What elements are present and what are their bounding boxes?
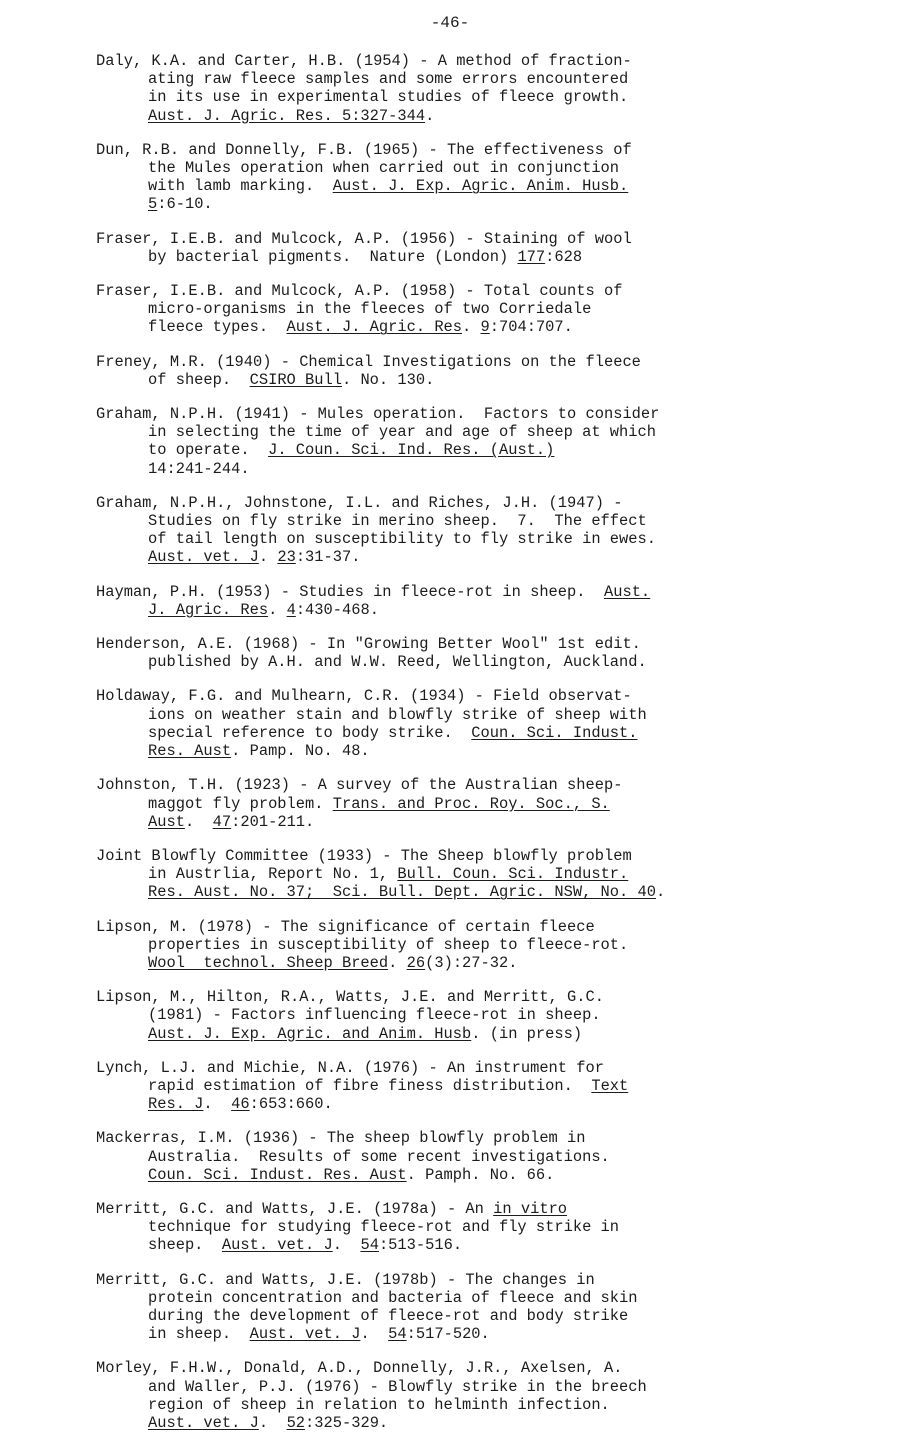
reference-line xyxy=(96,1166,796,1184)
reference-line xyxy=(96,776,796,794)
reference-text: with lamb marking. xyxy=(148,177,333,196)
underlined-citation: in vitro xyxy=(493,1199,568,1218)
reference-line xyxy=(96,706,796,724)
reference-entry xyxy=(96,1059,796,1114)
reference-line xyxy=(96,177,796,195)
reference-line xyxy=(96,813,796,831)
reference-line xyxy=(96,300,796,318)
reference-line xyxy=(96,653,796,671)
reference-text: . xyxy=(360,1325,389,1344)
reference-entry xyxy=(96,687,796,760)
reference-line xyxy=(96,441,796,459)
reference-text: region of sheep in relation to helminth infection. xyxy=(148,1395,610,1414)
reference-line xyxy=(96,512,796,530)
reference-text: Lipson, M. (1978) - The significance of certain fleece xyxy=(96,917,595,936)
reference-line xyxy=(96,494,796,512)
reference-line xyxy=(96,635,796,653)
reference-entry xyxy=(96,353,796,389)
reference-line xyxy=(96,423,796,441)
underlined-citation: Aust. xyxy=(603,582,651,601)
reference-entry xyxy=(96,635,796,671)
reference-line xyxy=(96,988,796,1006)
reference-entry xyxy=(96,1200,796,1255)
reference-text: published by A.H. and W.W. Reed, Wellington, Auckland. xyxy=(148,653,647,672)
reference-line xyxy=(96,460,796,478)
reference-text: Graham, N.P.H., Johnstone, I.L. and Riches, J.H. (1947) - xyxy=(96,493,623,512)
underlined-citation: Wool technol. Sheep Breed xyxy=(148,953,389,972)
reference-text: Australia. Results of some recent investigations. xyxy=(148,1147,610,1166)
underlined-citation: Aust. J. Agric. Res xyxy=(286,318,463,337)
reference-text: 14:241-244. xyxy=(148,459,250,478)
reference-line xyxy=(96,918,796,936)
reference-list xyxy=(96,52,796,1448)
underlined-citation: CSIRO Bull xyxy=(249,370,342,389)
reference-line xyxy=(96,1325,796,1343)
reference-text: . No. 130. xyxy=(341,370,435,389)
reference-entry xyxy=(96,141,796,214)
underlined-citation: Aust. J. Exp. Agric. and Anim. Husb xyxy=(148,1024,472,1043)
reference-text: maggot fly problem. xyxy=(148,794,333,813)
underlined-citation: Aust. J. Agric. Res. 5:327-344 xyxy=(148,106,426,125)
reference-line xyxy=(96,1359,796,1377)
reference-entry xyxy=(96,1271,796,1344)
reference-line xyxy=(96,141,796,159)
reference-line xyxy=(96,1025,796,1043)
reference-text: during the development of fleece-rot and body strike xyxy=(148,1306,629,1325)
reference-line xyxy=(96,1059,796,1077)
reference-text: Holdaway, F.G. and Mulhearn, C.R. (1934) - Field observat- xyxy=(96,687,632,706)
underlined-citation: Coun. Sci. Indust. Res. Aust xyxy=(148,1165,407,1184)
reference-text: ating raw fleece samples and some errors encountered xyxy=(148,70,629,89)
reference-line xyxy=(96,353,796,371)
reference-line xyxy=(96,1218,796,1236)
underlined-citation: Res. Aust xyxy=(148,742,232,761)
reference-entry xyxy=(96,52,796,125)
underlined-citation: Aust. vet. J xyxy=(221,1236,333,1255)
reference-line xyxy=(96,371,796,389)
reference-text: Dun, R.B. and Donnelly, F.B. (1965) - The effectiveness of xyxy=(96,140,632,159)
reference-text: . xyxy=(258,548,278,567)
reference-text: Daly, K.A. and Carter, H.B. (1954) - A method of fraction- xyxy=(96,52,632,70)
reference-line xyxy=(96,159,796,177)
reference-line xyxy=(96,1148,796,1166)
reference-text: . (in press) xyxy=(471,1024,583,1043)
reference-line xyxy=(96,1129,796,1147)
reference-text: fleece types. xyxy=(148,318,287,337)
reference-line xyxy=(96,1095,796,1113)
reference-text: . Pamp. No. 48. xyxy=(231,742,370,761)
reference-text: (3):27-32. xyxy=(425,953,518,972)
reference-line xyxy=(96,195,796,213)
reference-text: Mackerras, I.M. (1936) - The sheep blowfly problem in xyxy=(96,1129,586,1148)
reference-entry xyxy=(96,494,796,567)
underlined-citation: 26 xyxy=(406,953,426,972)
reference-text: Joint Blowfly Committee (1933) - The Sheep blowfly problem xyxy=(96,846,632,865)
underlined-citation: J. Coun. Sci. Ind. Res. (Aust.) xyxy=(268,441,555,460)
reference-line xyxy=(96,1006,796,1024)
reference-text: . xyxy=(203,1095,232,1114)
reference-entry xyxy=(96,1359,796,1432)
reference-text: in selecting the time of year and age of sheep at which xyxy=(148,423,656,442)
reference-line xyxy=(96,70,796,88)
reference-text: Lynch, L.J. and Michie, N.A. (1976) - An instrument for xyxy=(96,1058,604,1077)
page-number: -46- xyxy=(430,14,470,32)
reference-text: Morley, F.H.W., Donald, A.D., Donnelly, J.R., Axelsen, A. xyxy=(96,1359,623,1378)
reference-text: . xyxy=(655,883,666,902)
reference-text: (1981) - Factors influencing fleece-rot in sheep. xyxy=(148,1006,601,1025)
reference-line xyxy=(96,248,796,266)
reference-line xyxy=(96,847,796,865)
underlined-citation: 9 xyxy=(480,318,490,337)
underlined-citation: Res. Aust. No. 37; Sci. Bull. Dept. Agric. NSW, No. 40 xyxy=(148,883,656,902)
reference-line xyxy=(96,1378,796,1396)
underlined-citation: Aust. vet. J xyxy=(148,548,259,567)
reference-text: :201-211. xyxy=(231,812,315,831)
reference-text: :325-329. xyxy=(305,1413,389,1432)
reference-line xyxy=(96,405,796,423)
reference-entry xyxy=(96,776,796,831)
reference-text: rapid estimation of fibre finess distribution. xyxy=(148,1076,592,1095)
reference-text: and Waller, P.J. (1976) - Blowfly strike in the breech xyxy=(148,1377,647,1396)
reference-text: ions on weather stain and blowfly strike of sheep with xyxy=(148,705,647,724)
reference-text: of tail length on susceptibility to fly strike in ewes. xyxy=(148,530,656,549)
reference-text: :513-516. xyxy=(378,1236,463,1255)
reference-line xyxy=(96,936,796,954)
reference-text: to operate. xyxy=(148,441,269,460)
reference-line xyxy=(96,1077,796,1095)
reference-entry xyxy=(96,1129,796,1184)
underlined-citation: 52 xyxy=(286,1413,306,1432)
reference-line xyxy=(96,318,796,336)
reference-text: :6-10. xyxy=(157,195,213,214)
reference-entry xyxy=(96,988,796,1043)
reference-text: protein concentration and bacteria of fleece and skin xyxy=(148,1288,638,1307)
underlined-citation: Text xyxy=(591,1076,629,1095)
reference-line xyxy=(96,52,796,70)
reference-text: . xyxy=(258,1413,287,1432)
reference-text: Freney, M.R. (1940) - Chemical Investigations on the fleece xyxy=(96,352,641,371)
reference-line xyxy=(96,1236,796,1254)
reference-text: . xyxy=(184,812,213,831)
reference-line xyxy=(96,1307,796,1325)
reference-entry xyxy=(96,918,796,973)
reference-line xyxy=(96,282,796,300)
reference-entry xyxy=(96,405,796,478)
reference-text: of sheep. xyxy=(148,370,250,389)
reference-text: technique for studying fleece-rot and fly strike in xyxy=(148,1218,620,1237)
reference-line xyxy=(96,1200,796,1218)
reference-entry xyxy=(96,583,796,619)
reference-text: the Mules operation when carried out in conjunction xyxy=(148,159,620,178)
underlined-citation: Aust. vet. J xyxy=(148,1413,259,1432)
reference-text: :31-37. xyxy=(295,548,361,567)
reference-text: . xyxy=(425,106,435,125)
underlined-citation: Aust xyxy=(148,812,185,831)
reference-line xyxy=(96,583,796,601)
underlined-citation: Res. J xyxy=(148,1095,204,1114)
reference-text: in Austrlia, Report No. 1, xyxy=(148,865,398,884)
underlined-citation: 47 xyxy=(212,812,232,831)
reference-line xyxy=(96,530,796,548)
reference-text: :517-520. xyxy=(406,1325,490,1344)
underlined-citation: Aust. J. Exp. Agric. Anim. Husb. xyxy=(332,177,629,196)
reference-text: sheep. xyxy=(148,1236,222,1255)
underlined-citation: J. Agric. Res xyxy=(148,600,269,619)
underlined-citation: 54 xyxy=(360,1236,379,1255)
reference-text: by bacterial pigments. Nature (London) xyxy=(148,247,518,266)
reference-text: in its use in experimental studies of fleece growth. xyxy=(148,88,629,107)
reference-line xyxy=(96,954,796,972)
reference-text: Graham, N.P.H. (1941) - Mules operation. Factors to consider xyxy=(96,405,660,424)
underlined-citation: Aust. vet. J xyxy=(249,1325,361,1344)
underlined-citation: 4 xyxy=(286,600,296,619)
reference-entry xyxy=(96,847,796,902)
reference-line xyxy=(96,883,796,901)
underlined-citation: 23 xyxy=(277,548,296,567)
reference-text: :653:660. xyxy=(249,1095,333,1114)
reference-text: Henderson, A.E. (1968) - In "Growing Better Wool" 1st edit. xyxy=(96,635,641,654)
reference-entry xyxy=(96,230,796,266)
reference-line xyxy=(96,687,796,705)
reference-text: :704:707. xyxy=(489,318,573,337)
underlined-citation: Coun. Sci. Indust. xyxy=(471,723,638,742)
underlined-citation: 177 xyxy=(517,247,546,266)
reference-text: . xyxy=(268,600,287,619)
reference-line xyxy=(96,865,796,883)
reference-text: in sheep. xyxy=(148,1325,250,1344)
reference-text: Merritt, G.C. and Watts, J.E. (1978a) - An xyxy=(96,1199,494,1218)
underlined-citation: 5 xyxy=(148,195,158,214)
reference-line xyxy=(96,1414,796,1432)
reference-line xyxy=(96,88,796,106)
reference-line xyxy=(96,601,796,619)
reference-line xyxy=(96,795,796,813)
reference-text: :430-468. xyxy=(295,600,379,619)
reference-line xyxy=(96,724,796,742)
reference-text: Fraser, I.E.B. and Mulcock, A.P. (1956) - Staining of wool xyxy=(96,229,632,248)
reference-line xyxy=(96,1289,796,1307)
reference-text: Merritt, G.C. and Watts, J.E. (1978b) - The changes in xyxy=(96,1270,595,1289)
reference-text: . xyxy=(462,318,481,337)
reference-text: micro-organisms in the fleeces of two Corriedale xyxy=(148,300,592,319)
reference-line xyxy=(96,107,796,125)
reference-text: Fraser, I.E.B. and Mulcock, A.P. (1958) - Total counts of xyxy=(96,282,623,301)
reference-text: Studies on fly strike in merino sheep. 7. The effect xyxy=(148,512,647,531)
reference-line xyxy=(96,230,796,248)
reference-line xyxy=(96,1271,796,1289)
reference-text: Lipson, M., Hilton, R.A., Watts, J.E. and Merritt, G.C. xyxy=(96,988,604,1007)
reference-text: :628 xyxy=(545,247,583,266)
reference-text: special reference to body strike. xyxy=(148,723,472,742)
reference-line xyxy=(96,742,796,760)
reference-text: Johnston, T.H. (1923) - A survey of the Australian sheep- xyxy=(96,776,623,795)
underlined-citation: Trans. and Proc. Roy. Soc., S. xyxy=(332,794,610,813)
reference-entry xyxy=(96,282,796,337)
reference-text: . Pamph. No. 66. xyxy=(406,1165,555,1184)
reference-text: Hayman, P.H. (1953) - Studies in fleece-rot in sheep. xyxy=(96,582,604,601)
reference-text: . xyxy=(332,1236,361,1255)
underlined-citation: 54 xyxy=(388,1325,407,1344)
underlined-citation: Bull. Coun. Sci. Industr. xyxy=(397,865,629,884)
reference-line xyxy=(96,548,796,566)
reference-text: properties in susceptibility of sheep to fleece-rot. xyxy=(148,935,629,954)
underlined-citation: 46 xyxy=(231,1095,250,1114)
reference-text: . xyxy=(388,953,407,972)
